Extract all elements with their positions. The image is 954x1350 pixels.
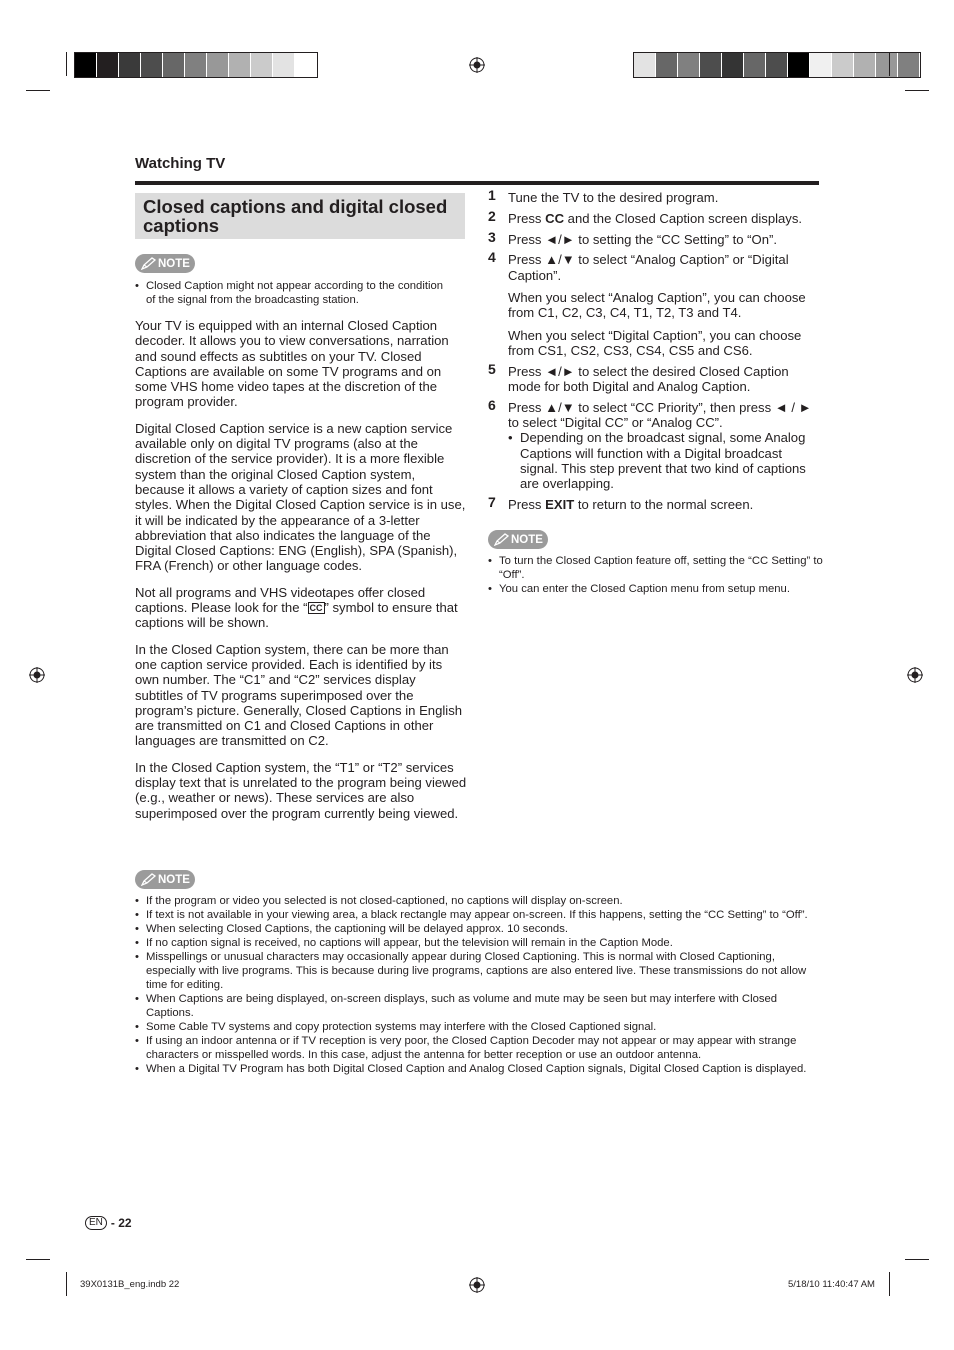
crop-mark	[905, 1259, 929, 1260]
crop-mark	[66, 52, 67, 76]
registration-mark-icon	[907, 667, 923, 683]
pencil-icon	[141, 257, 156, 270]
step-text-part: to return to the normal screen.	[574, 497, 754, 513]
list-item: • To turn the Closed Caption feature off, setting the “CC Setting” to “Off”.	[488, 554, 823, 582]
page-title: Closed captions and digital closed captions	[143, 196, 448, 236]
step-number: 1	[488, 187, 496, 203]
list-item: • When Captions are being displayed, on-screen displays, such as volume and mute may be seen but may interfere with Closed Captions.	[135, 992, 815, 1020]
step-3	[488, 228, 823, 247]
step-text	[508, 211, 823, 226]
step-text: Press ◄/► to setting the “CC Setting” to “On”.	[508, 231, 777, 247]
note-list-right	[488, 554, 823, 596]
color-swatch	[854, 53, 876, 77]
step-text: Press ▲/▼ to select “Analog Caption” or “Digital Caption”.	[508, 252, 789, 283]
color-swatch	[163, 53, 185, 77]
color-swatch	[229, 53, 251, 77]
step-text-part: and the Closed Caption screen displays.	[564, 210, 803, 226]
crop-mark	[26, 90, 50, 91]
color-swatch	[656, 53, 678, 77]
color-swatch	[295, 53, 317, 77]
note-label: NOTE	[511, 533, 543, 546]
paragraph	[135, 585, 467, 631]
note-list-top	[135, 279, 455, 307]
step-number: 3	[488, 228, 496, 245]
list-item: • If using an indoor antenna or if TV reception is very poor, the Closed Caption Decoder may not appear or may appear with strange characters or misspelled words. In this case, adjust the antenna for better reception or use an outdoor antenna.	[135, 1034, 815, 1062]
steps-list	[488, 187, 823, 518]
step-subtext: When you select “Analog Caption”, you can choose from C1, C2, C3, C4, T1, T2, T3 and T4.	[508, 289, 806, 321]
list-item: • Some Cable TV systems and copy protection systems may interfere with the Closed Captioned signal.	[135, 1020, 815, 1034]
list-item: • If no caption signal is received, no captions will appear, but the television will remain in the Caption Mode.	[135, 936, 815, 950]
list-item: • When a Digital TV Program has both Digital Closed Caption and Analog Closed Caption signals, Digital Closed Caption is displayed.	[135, 1062, 815, 1076]
color-swatch	[141, 53, 163, 77]
color-swatch	[700, 53, 722, 77]
list-item: • If text is not available in your viewing area, a black rectangle may appear on-screen. If this happens, setting the “CC Setting” to “Off”.	[135, 908, 815, 922]
step-5	[488, 360, 823, 395]
header-rule	[135, 181, 819, 185]
step-number: 6	[488, 396, 496, 413]
paragraph: In the Closed Caption system, there can be more than one caption service provided. Each is identified by its own number. The “C1” and “C2” services display subtitles of TV programs superimposed over the program’s picture. Generally, Closed Captions in English are transmitted on C1 and Closed Captions in other languages are transmitted on C2.	[135, 641, 463, 749]
step-number: 7	[488, 494, 496, 511]
list-item: • Misspellings or unusual characters may occasionally appear during Closed Captioning. This is normal with Closed Captioning, especially with live programs. This is because during live programs, captions are also entered live. These transmissions do not allow time for editing.	[135, 950, 815, 992]
step-1	[488, 187, 823, 205]
color-swatch	[75, 53, 97, 77]
list-item: • Closed Caption might not appear according to the condition of the signal from the broadcasting station.	[135, 279, 455, 307]
registration-mark-icon	[469, 57, 485, 73]
step-4	[488, 249, 823, 358]
step-text: Press ▲/▼ to select “CC Priority”, then press ◄ / ► to select “Digital CC” or “Analog CC”.	[508, 399, 812, 431]
step-text	[508, 497, 823, 512]
registration-mark-icon	[29, 667, 45, 683]
color-swatch	[119, 53, 141, 77]
paragraph-text: Not all programs and VHS videotapes offer closed captions. Please look for the “	[135, 584, 426, 616]
color-swatch	[766, 53, 788, 77]
cc-key-label: CC	[545, 210, 565, 226]
section-label: Watching TV	[135, 155, 226, 172]
page-number-text: - 22	[110, 1216, 132, 1230]
color-swatch	[832, 53, 854, 77]
crop-mark	[905, 90, 929, 91]
date-slug: 5/18/10 11:40:47 AM	[788, 1279, 875, 1290]
color-swatch	[678, 53, 700, 77]
body-text	[135, 318, 467, 832]
crop-mark	[889, 1272, 890, 1296]
color-swatch	[722, 53, 744, 77]
color-swatch	[744, 53, 766, 77]
pencil-icon	[494, 533, 509, 546]
note-badge	[135, 870, 195, 889]
note-badge	[135, 254, 195, 273]
paragraph: In the Closed Caption system, the “T1” or “T2” services display text that is unrelated to the program being viewed (e.g., weather or news). These services are also superimposed over the program currently being viewed.	[135, 759, 467, 821]
color-swatch	[185, 53, 207, 77]
step-text: Press ◄/► to select the desired Closed Caption mode for both Digital and Analog Caption.	[508, 363, 789, 394]
language-badge: EN	[85, 1216, 107, 1230]
crop-mark	[66, 1272, 67, 1296]
step-2	[488, 207, 823, 226]
color-swatch	[251, 53, 273, 77]
step-text-part: Press	[508, 210, 546, 226]
page-number	[85, 1216, 132, 1230]
list-item: • When selecting Closed Captions, the captioning will be delayed approx. 10 seconds.	[135, 922, 815, 936]
color-swatch	[273, 53, 295, 77]
paragraph: Your TV is equipped with an internal Closed Caption decoder. It allows you to view conversations, narration and sound effects as subtitles on your TV. Closed Captions are available on some TV programs and on some VHS home video tapes at the discretion of the program provider.	[135, 318, 449, 410]
color-swatch	[207, 53, 229, 77]
crop-mark	[26, 1259, 50, 1260]
list-item: • You can enter the Closed Caption menu from setup menu.	[488, 582, 823, 596]
heading-box	[135, 193, 465, 239]
color-swatch	[810, 53, 832, 77]
step-number: 4	[488, 249, 496, 266]
color-swatch	[97, 53, 119, 77]
color-swatch	[898, 53, 920, 77]
color-swatch	[788, 53, 810, 77]
step-number: 5	[488, 360, 496, 377]
color-swatch	[634, 53, 656, 77]
note-list-bottom	[135, 894, 815, 1076]
cc-symbol-icon: CC	[309, 603, 323, 614]
file-slug: 39X0131B_eng.indb 22	[80, 1279, 180, 1290]
step-subtext: When you select “Digital Caption”, you can choose from CS1, CS2, CS3, CS4, CS5 and CS6.	[508, 327, 802, 358]
step-bullet: • Depending on the broadcast signal, some Analog Captions will function with a Digital broadcast signal. This step prevent that two kind of captions are overlapping.	[508, 430, 823, 491]
color-bar-right	[633, 52, 921, 78]
note-label: NOTE	[158, 873, 190, 886]
pencil-icon	[141, 873, 156, 886]
note-badge	[488, 530, 548, 549]
step-text-part: Press	[508, 497, 546, 513]
step-6	[488, 396, 823, 492]
registration-mark-icon	[469, 1277, 485, 1293]
paragraph-text: ” symbol to ensure that captions will be shown.	[135, 600, 458, 631]
note-label: NOTE	[158, 257, 190, 270]
paragraph: Digital Closed Caption service is a new caption service available only on digital TV programs (also at the discretion of the service provider). It is a more flexible system than the original Closed Caption system, because it allows a variety of caption sizes and font styles. When the Digital Closed Caption service is in use, it will be indicated by the appearance of a 3-letter abbreviation that also indicates the language of the Digital Closed Captions: ENG (English), SPA (Spanish), FRA (French) or other language codes.	[135, 420, 466, 574]
color-swatch	[876, 53, 898, 77]
step-number: 2	[488, 207, 496, 224]
crop-mark	[889, 52, 890, 76]
color-bar-left	[74, 52, 318, 78]
step-text: Tune the TV to the desired program.	[508, 190, 719, 205]
step-7	[488, 494, 823, 513]
list-item: • If the program or video you selected is not closed-captioned, no captions will display on-screen.	[135, 894, 815, 908]
exit-key-label: EXIT	[545, 497, 575, 513]
